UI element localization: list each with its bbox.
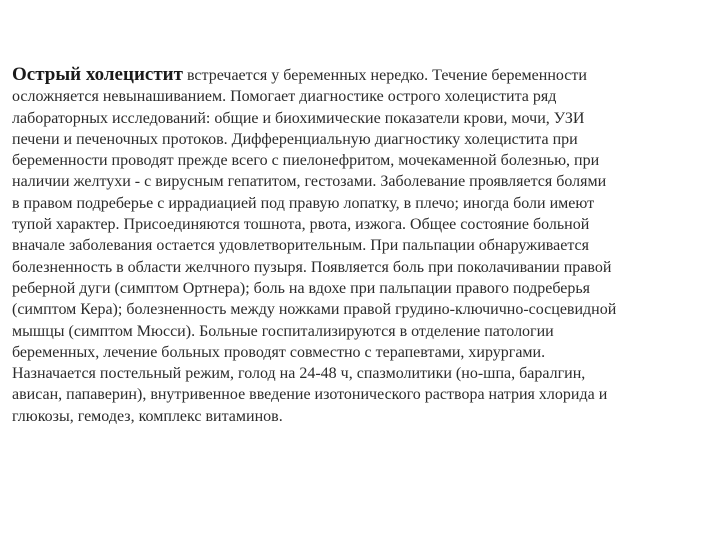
text-line-6: наличии желтухи - с вирусным гепатитом, гестозами. Заболевание проявляется болями xyxy=(12,173,607,191)
text-line-4: печени и печеночных протоков. Дифференциальную диагностику холецистита при xyxy=(12,130,578,148)
body-paragraph xyxy=(12,64,712,427)
lead-title: Острый холецистит xyxy=(12,64,183,85)
text-line-3: лабораторных исследований: общие и биохимические показатели крови, мочи, УЗИ xyxy=(12,109,585,127)
text-line-12: (симптом Кера); болезненность между ножками правой грудино-ключично-сосцевидной xyxy=(12,301,617,319)
text-line-8: тупой характер. Присоединяются тошнота, рвота, изжога. Общее состояние больной xyxy=(12,216,590,234)
text-line-10: болезненность в области желчного пузыря. Появляется боль при поколачивании правой xyxy=(12,258,612,276)
text-line-13: мышцы (симптом Мюсси). Больные госпитализируются в отделение патологии xyxy=(12,322,554,340)
text-line-7: в правом подреберье с иррадиацией под правую лопатку, в плечо; иногда боли имеют xyxy=(12,194,595,212)
text-line-5: беременности проводят прежде всего с пиелонефритом, мочекаменной болезнью, при xyxy=(12,152,600,170)
text-line-16: ависан, папаверин), внутривенное введение изотонического раствора натрия хлорида и xyxy=(12,386,608,404)
text-line-2: осложняется невынашиванием. Помогает диагностике острого холецистита ряд xyxy=(12,88,557,106)
text-line-14: беременных, лечение больных проводят совместно с терапевтами, хирургами. xyxy=(12,343,546,361)
text-line-1 xyxy=(12,64,712,86)
text-line-17: глюкозы, гемодез, комплекс витаминов. xyxy=(12,407,283,425)
text-line-11: реберной дуги (симптом Ортнера); боль на вдохе при пальпации правого подреберья xyxy=(12,279,591,297)
text-line-1-rest: встречается у беременных нередко. Течение беременности xyxy=(182,67,587,84)
text-line-9: вначале заболевания остается удовлетворительным. При пальпации обнаруживается xyxy=(12,237,589,255)
text-line-15: Назначается постельный режим, голод на 24-48 ч, спазмолитики (но-шпа, баралгин, xyxy=(12,365,586,383)
